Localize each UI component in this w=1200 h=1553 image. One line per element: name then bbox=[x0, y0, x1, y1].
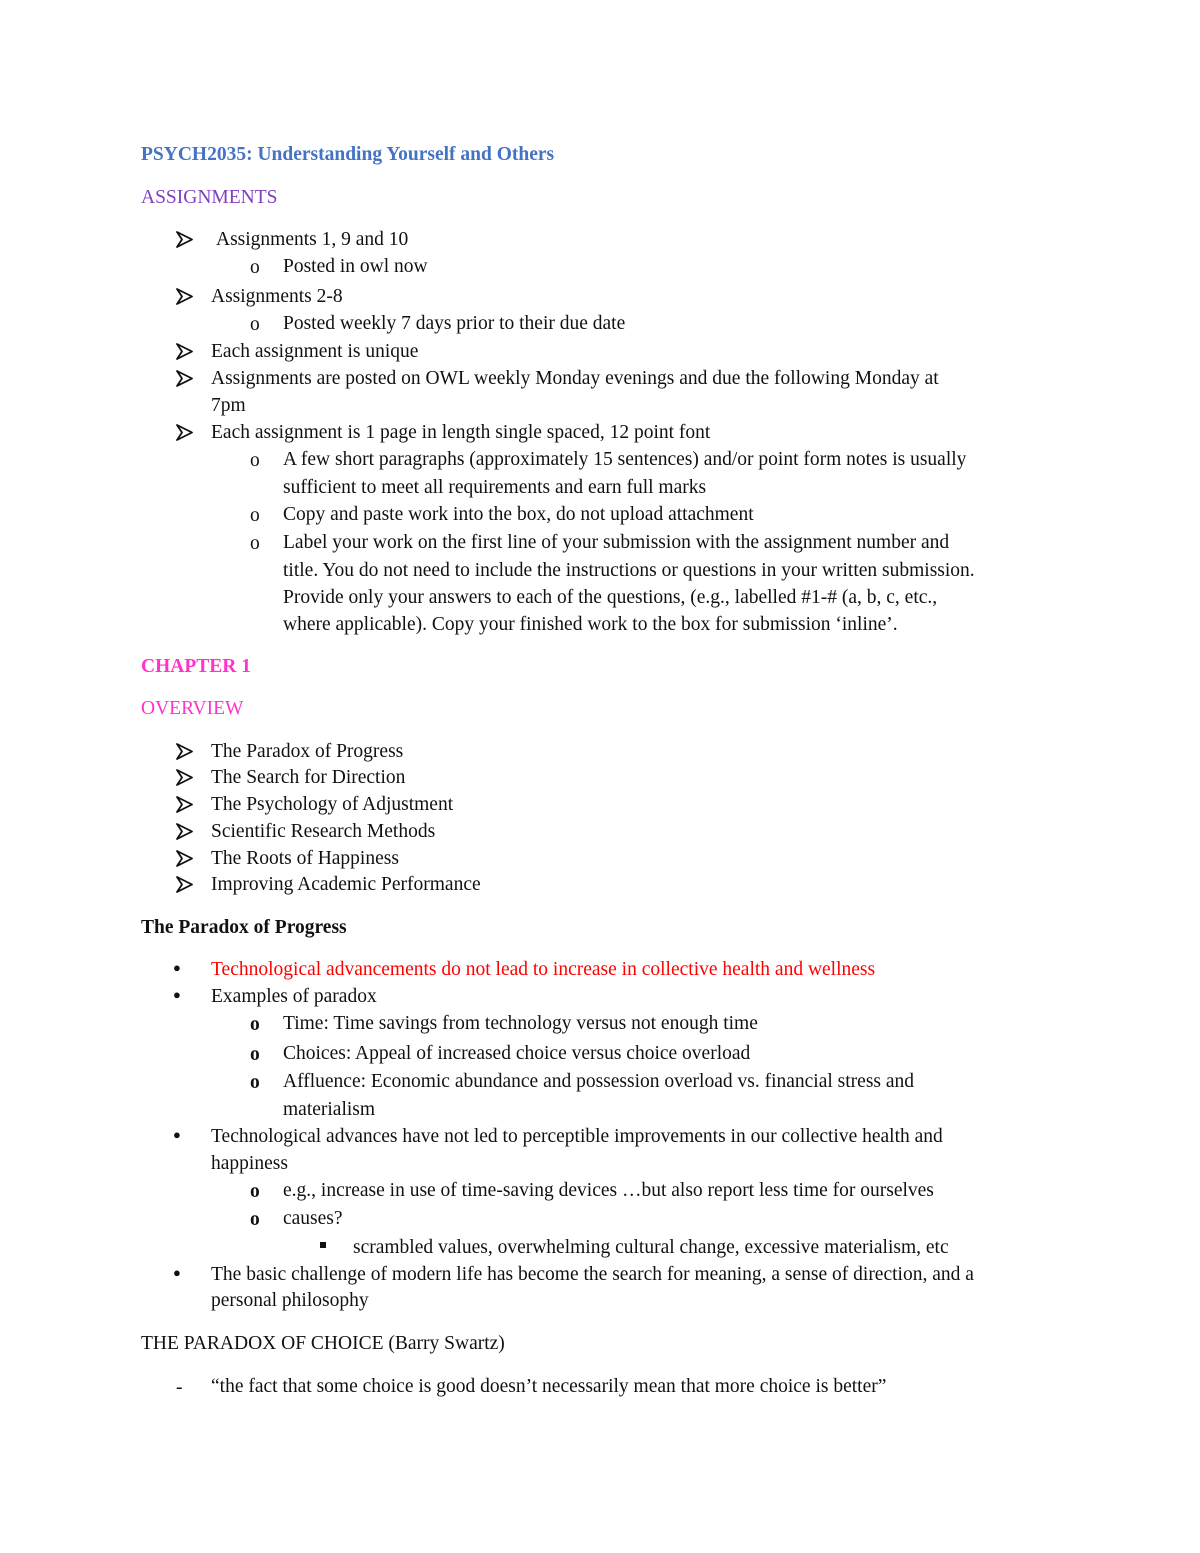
list-item: Examples of paradox bbox=[211, 986, 377, 1007]
overview-heading: OVERVIEW bbox=[141, 698, 244, 719]
list-item: causes? bbox=[283, 1208, 343, 1229]
circle-bullet: o bbox=[250, 1044, 260, 1065]
arrow-bullet-icon bbox=[176, 876, 193, 893]
list-item: scrambled values, overwhelming cultural change, excessive materialism, etc bbox=[353, 1237, 949, 1258]
list-item-continued: title. You do not need to include the instructions or questions in your written submission. bbox=[283, 560, 975, 581]
circle-bullet: o bbox=[250, 257, 260, 278]
overview-item: The Roots of Happiness bbox=[211, 848, 399, 869]
arrow-bullet-icon bbox=[176, 743, 193, 760]
arrow-bullet-icon bbox=[176, 288, 193, 305]
arrow-bullet-icon bbox=[176, 823, 193, 840]
overview-item: Scientific Research Methods bbox=[211, 821, 436, 842]
arrow-bullet-icon bbox=[176, 850, 193, 867]
list-item: e.g., increase in use of time-saving devices …but also report less time for ourselves bbox=[283, 1180, 934, 1201]
arrow-bullet-icon bbox=[176, 370, 193, 387]
circle-bullet: o bbox=[250, 1209, 260, 1230]
arrow-bullet-icon bbox=[176, 769, 193, 786]
list-item: Posted weekly 7 days prior to their due date bbox=[283, 313, 626, 334]
overview-item: The Psychology of Adjustment bbox=[211, 794, 454, 815]
list-item: Each assignment is 1 page in length single spaced, 12 point font bbox=[211, 422, 711, 443]
list-item: A few short paragraphs (approximately 15 sentences) and/or point form notes is usually bbox=[283, 449, 967, 470]
list-item: Time: Time savings from technology versus not enough time bbox=[283, 1013, 758, 1034]
list-item-continued: happiness bbox=[211, 1153, 288, 1174]
list-item: Choices: Appeal of increased choice versus choice overload bbox=[283, 1043, 751, 1064]
quote-item: “the fact that some choice is good doesn’t necessarily mean that more choice is better” bbox=[211, 1376, 887, 1397]
square-bullet-icon bbox=[320, 1242, 326, 1248]
list-item: Affluence: Economic abundance and possession overload vs. financial stress and bbox=[283, 1071, 915, 1092]
bullet-icon: ● bbox=[173, 960, 181, 975]
overview-item: The Search for Direction bbox=[211, 767, 406, 788]
list-item: Technological advances have not led to perceptible improvements in our collective health and bbox=[211, 1126, 943, 1147]
circle-bullet: o bbox=[250, 505, 260, 526]
list-item-continued: materialism bbox=[283, 1099, 376, 1120]
circle-bullet: o bbox=[250, 533, 260, 554]
arrow-bullet-icon bbox=[176, 231, 193, 248]
list-item-continued: sufficient to meet all requirements and earn full marks bbox=[283, 477, 707, 498]
chapter-heading: CHAPTER 1 bbox=[141, 656, 251, 677]
assignments-heading: ASSIGNMENTS bbox=[141, 187, 278, 208]
list-item: Assignments are posted on OWL weekly Monday evenings and due the following Monday at bbox=[211, 368, 939, 389]
dash-bullet: - bbox=[176, 1377, 183, 1398]
list-item: Label your work on the first line of your submission with the assignment number and bbox=[283, 532, 950, 553]
circle-bullet: o bbox=[250, 1014, 260, 1035]
list-item: Assignments 2-8 bbox=[211, 286, 343, 307]
list-item: Copy and paste work into the box, do not upload attachment bbox=[283, 504, 754, 525]
list-item-continued: personal philosophy bbox=[211, 1290, 369, 1311]
arrow-bullet-icon bbox=[176, 343, 193, 360]
list-item-continued: where applicable). Copy your finished work to the box for submission ‘inline’. bbox=[283, 614, 898, 635]
section-heading: THE PARADOX OF CHOICE (Barry Swartz) bbox=[141, 1333, 505, 1354]
overview-item: Improving Academic Performance bbox=[211, 874, 481, 895]
highlight-item: Technological advancements do not lead to increase in collective health and wellness bbox=[211, 959, 876, 980]
list-item: The basic challenge of modern life has become the search for meaning, a sense of direction, and a bbox=[211, 1264, 974, 1285]
list-item-continued: Provide only your answers to each of the questions, (e.g., labelled #1-# (a, b, c, etc., bbox=[283, 587, 938, 608]
circle-bullet: o bbox=[250, 314, 260, 335]
list-item: Each assignment is unique bbox=[211, 341, 419, 362]
arrow-bullet-icon bbox=[176, 796, 193, 813]
document-title: PSYCH2035: Understanding Yourself and Others bbox=[141, 144, 555, 165]
circle-bullet: o bbox=[250, 450, 260, 471]
list-item-continued: 7pm bbox=[211, 395, 246, 416]
overview-item: The Paradox of Progress bbox=[211, 741, 404, 762]
list-item: Assignments 1, 9 and 10 bbox=[216, 229, 409, 250]
section-heading: The Paradox of Progress bbox=[141, 917, 347, 938]
list-item: Posted in owl now bbox=[283, 256, 428, 277]
arrow-bullet-icon bbox=[176, 424, 193, 441]
circle-bullet: o bbox=[250, 1181, 260, 1202]
bullet-icon: ● bbox=[173, 1265, 181, 1280]
bullet-icon: ● bbox=[173, 1127, 181, 1142]
circle-bullet: o bbox=[250, 1072, 260, 1093]
bullet-icon: ● bbox=[173, 987, 181, 1002]
